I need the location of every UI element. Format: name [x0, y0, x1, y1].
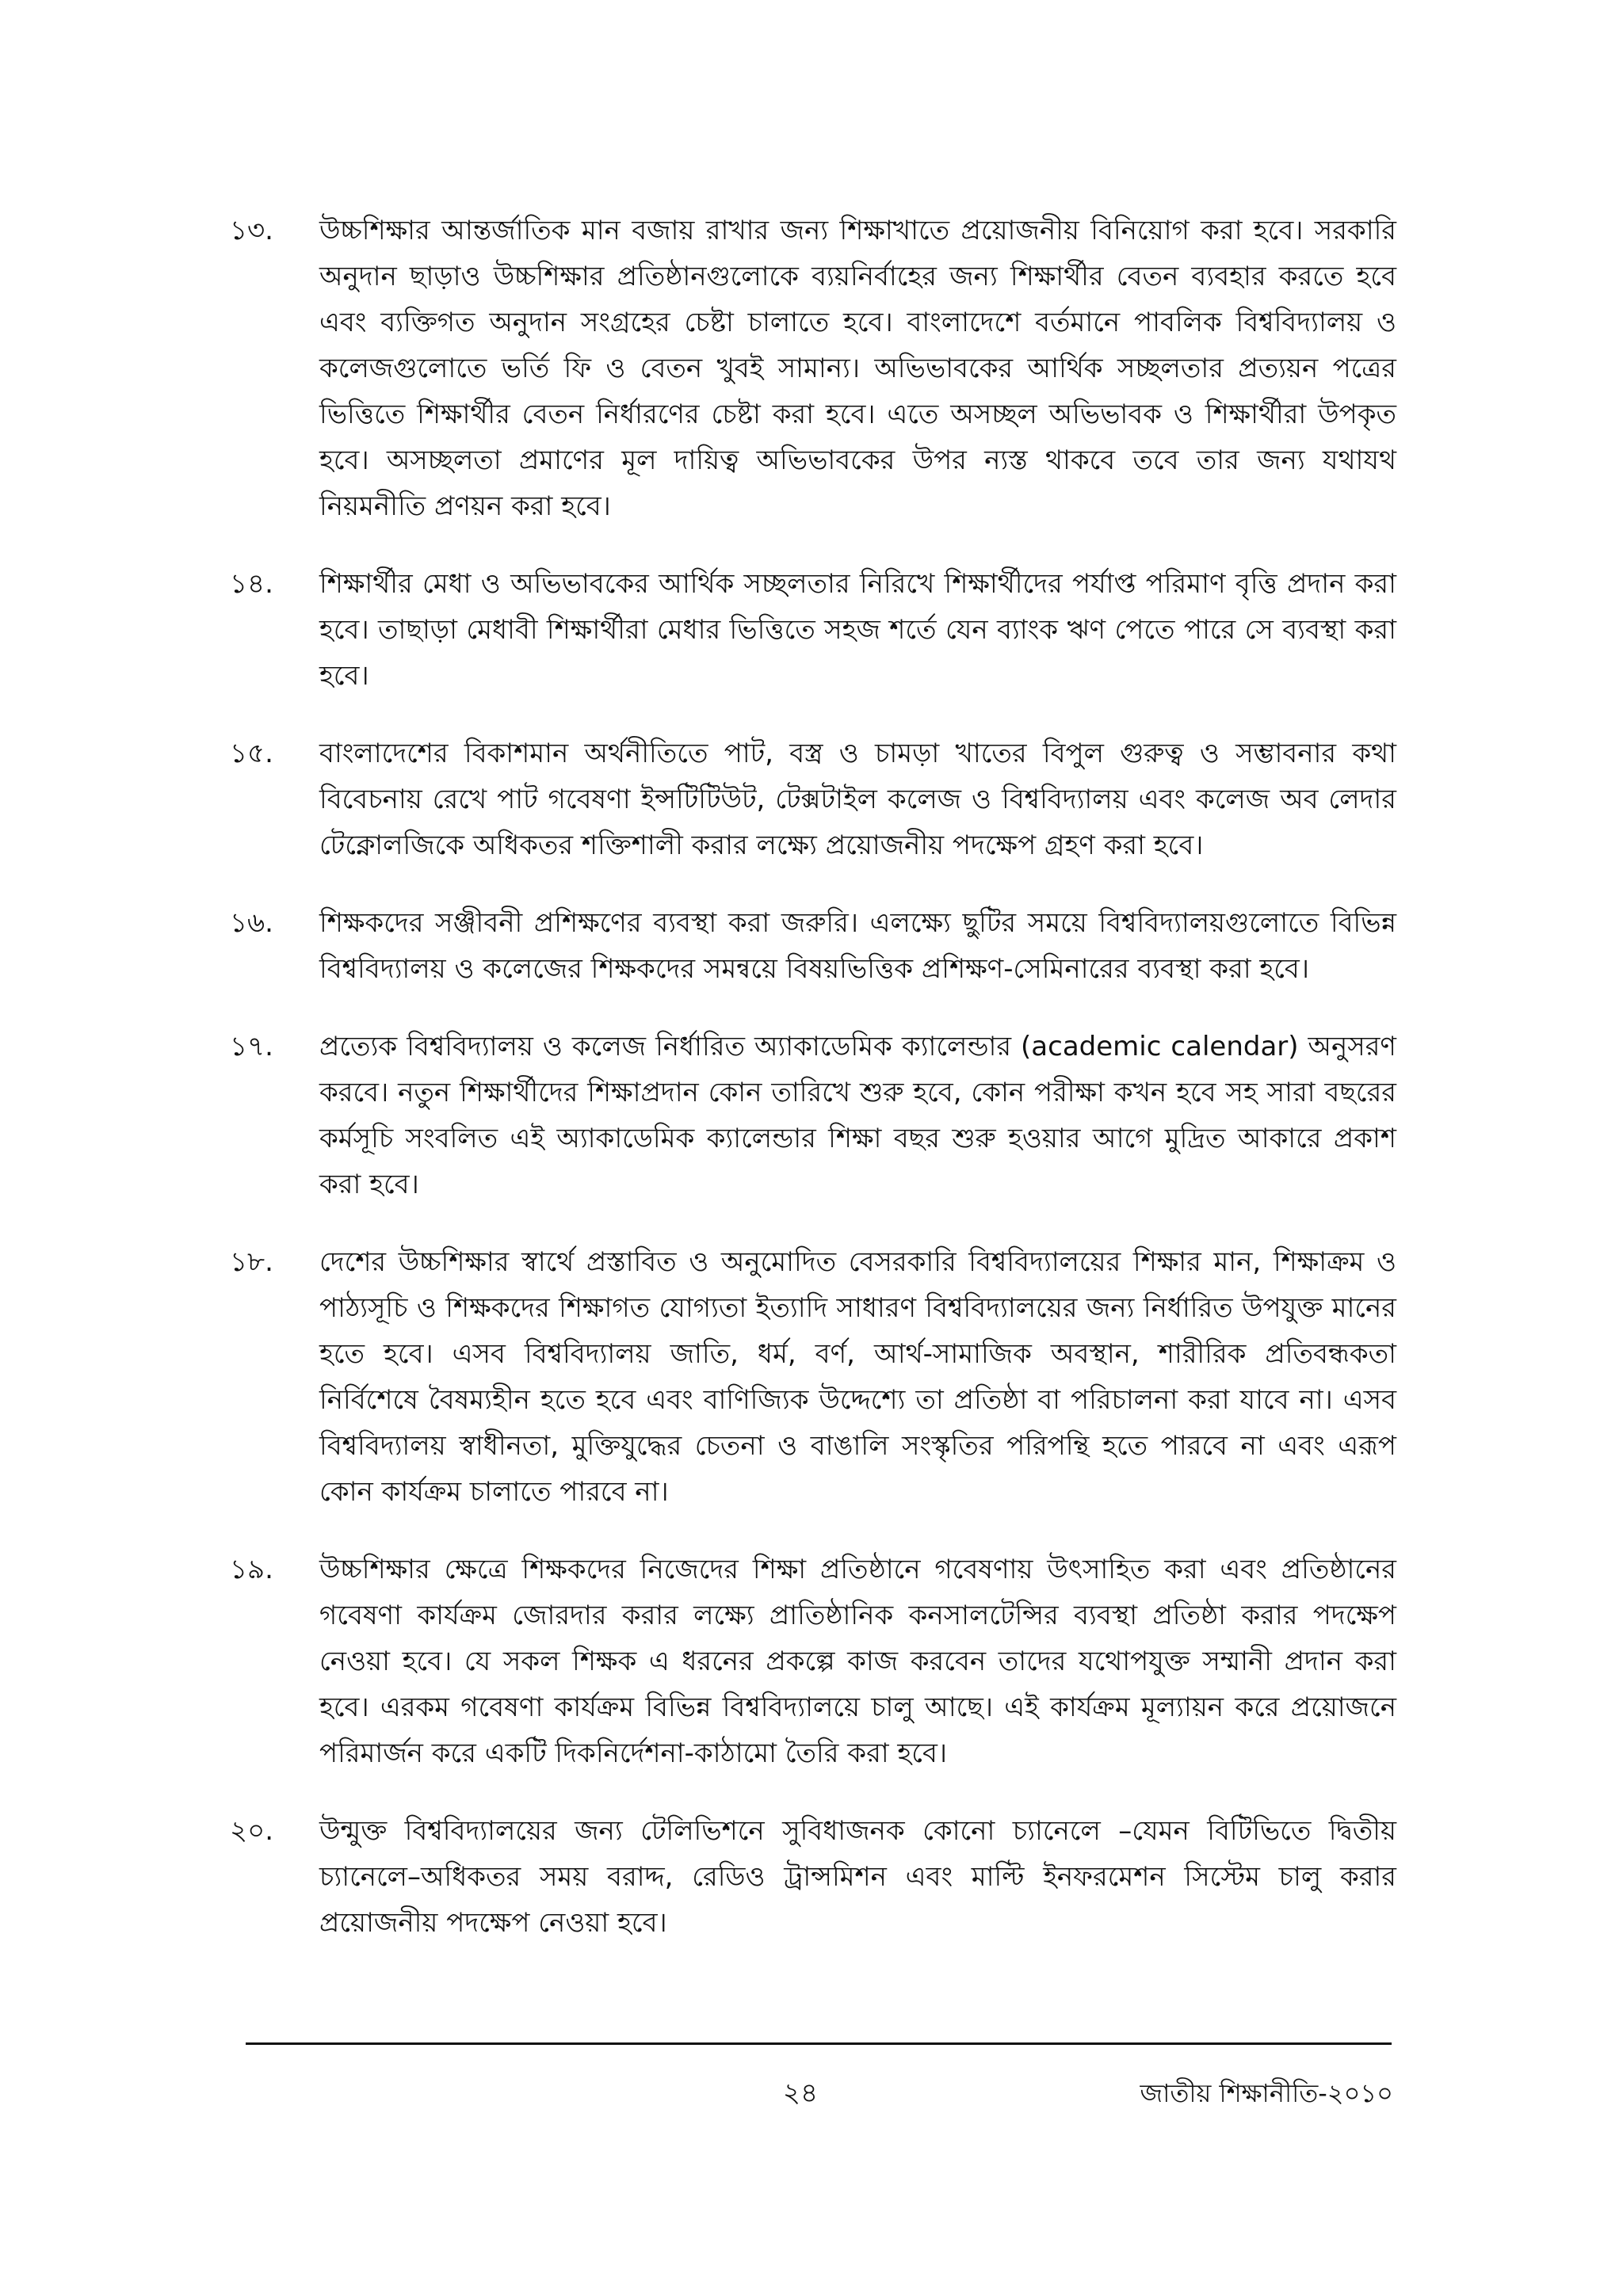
item-number: ১৯. — [230, 1554, 273, 1585]
list-item — [230, 1808, 1396, 1946]
item-number: ১৫. — [230, 738, 273, 769]
item-number: ১৭. — [230, 1031, 273, 1062]
item-number: ১৩. — [230, 215, 273, 246]
list-item — [230, 208, 1396, 529]
item-number: ১৪. — [230, 568, 273, 600]
list-item — [230, 1239, 1396, 1515]
page-number: ২৪ — [782, 2077, 819, 2109]
item-text: উচ্চশিক্ষার আন্তর্জাতিক মান বজায় রাখার জন্য শিক্ষাখাতে প্রয়োজনীয় বিনিয়োগ করা হবে। সরকারি অনুদান ছাড়াও উচ্চশিক্ষার প্রতিষ্ঠানগুলোকে ব্যয়নির্বাহের জন্য শিক্ষার্থীর বেতন ব্যবহার করতে হবে এবং ব্যক্তিগত অনুদান সংগ্রহের চেষ্টা চালাতে হবে। বাংলাদেশে বর্তমানে পাবলিক বিশ্ববিদ্যালয় ও কলেজগুলোতে ভর্তি ফি ও বেতন খুবই সামান্য। অভিভাবকের আর্থিক সচ্ছলতার প্রত্যয়ন পত্রের ভিত্তিতে শিক্ষার্থীর বেতন নির্ধারণের চেষ্টা করা হবে। এতে অসচ্ছল অভিভাবক ও শিক্ষার্থীরা উপকৃত হবে। অসচ্ছলতা প্রমাণের মূল দায়িত্ব অভিভাবকের উপর ন্যস্ত থাকবে তবে তার জন্য যথাযথ নিয়মনীতি প্রণয়ন করা হবে। — [319, 215, 1396, 522]
list-item — [230, 561, 1396, 699]
item-number: ১৬. — [230, 907, 273, 939]
list-item — [230, 1547, 1396, 1776]
item-text: শিক্ষার্থীর মেধা ও অভিভাবকের আর্থিক সচ্ছলতার নিরিখে শিক্ষার্থীদের পর্যাপ্ত পরিমাণ বৃত্তি প্রদান করা হবে। তাছাড়া মেধাবী শিক্ষার্থীরা মেধার ভিত্তিতে সহজ শর্তে যেন ব্যাংক ঋণ পেতে পারে সে ব্যবস্থা করা হবে। — [319, 568, 1396, 692]
item-text: শিক্ষকদের সঞ্জীবনী প্রশিক্ষণের ব্যবস্থা করা জরুরি। এলক্ষ্যে ছুটির সময়ে বিশ্ববিদ্যালয়গুলোতে বিভিন্ন বিশ্ববিদ্যালয় ও কলেজের শিক্ষকদের সমন্বয়ে বিষয়ভিত্তিক প্রশিক্ষণ-সেমিনারের ব্যবস্থা করা হবে। — [319, 907, 1396, 985]
item-number: ২০. — [230, 1815, 274, 1847]
item-text: উচ্চশিক্ষার ক্ষেত্রে শিক্ষকদের নিজেদের শিক্ষা প্রতিষ্ঠানে গবেষণায় উৎসাহিত করা এবং প্রতিষ্ঠানের গবেষণা কার্যক্রম জোরদার করার লক্ষ্যে প্রাতিষ্ঠানিক কনসালটেন্সির ব্যবস্থা প্রতিষ্ঠা করার পদক্ষেপ নেওয়া হবে। যে সকল শিক্ষক এ ধরনের প্রকল্পে কাজ করবেন তাদের যথোপযুক্ত সম্মানী প্রদান করা হবে। এরকম গবেষণা কার্যক্রম বিভিন্ন বিশ্ববিদ্যালয়ে চালু আছে। এই কার্যক্রম মূল্যায়ন করে প্রয়োজনে পরিমার্জন করে একটি দিকনির্দেশনা-কাঠামো তৈরি করা হবে। — [319, 1554, 1396, 1769]
item-text: উন্মুক্ত বিশ্ববিদ্যালয়ের জন্য টেলিভিশনে সুবিধাজনক কোনো চ্যানেলে –যেমন বিটিভিতে দ্বিতীয় চ্যানেলে–অধিকতর সময় বরাদ্দ, রেডিও ট্রান্সমিশন এবং মাল্টি ইনফরমেশন সিস্টেম চালু করার প্রয়োজনীয় পদক্ষেপ নেওয়া হবে। — [319, 1815, 1396, 1939]
running-footer-title: জাতীয় শিক্ষানীতি-২০১০ — [1140, 2078, 1393, 2108]
item-number: ১৮. — [230, 1246, 273, 1278]
numbered-paragraph-list — [230, 208, 1396, 1978]
list-item — [230, 1024, 1396, 1207]
list-item — [230, 730, 1396, 868]
item-text: প্রত্যেক বিশ্ববিদ্যালয় ও কলেজ নির্ধারিত অ্যাকাডেমিক ক্যালেন্ডার (academic calendar) অনুসরণ করবে। নতুন শিক্ষার্থীদের শিক্ষাপ্রদান কোন তারিখে শুরু হবে, কোন পরীক্ষা কখন হবে সহ সারা বছরের কর্মসূচি সংবলিত এই অ্যাকাডেমিক ক্যালেন্ডার শিক্ষা বছর শুরু হওয়ার আগে মুদ্রিত আকারে প্রকাশ করা হবে। — [319, 1031, 1396, 1200]
item-text: দেশের উচ্চশিক্ষার স্বার্থে প্রস্তাবিত ও অনুমোদিত বেসরকারি বিশ্ববিদ্যালয়ের শিক্ষার মান, শিক্ষাক্রম ও পাঠ্যসূচি ও শিক্ষকদের শিক্ষাগত যোগ্যতা ইত্যাদি সাধারণ বিশ্ববিদ্যালয়ের জন্য নির্ধারিত উপযুক্ত মানের হতে হবে। এসব বিশ্ববিদ্যালয় জাতি, ধর্ম, বর্ণ, আর্থ-সামাজিক অবস্থান, শারীরিক প্রতিবন্ধকতা নির্বিশেষে বৈষম্যহীন হতে হবে এবং বাণিজ্যিক উদ্দেশ্যে তা প্রতিষ্ঠা বা পরিচালনা করা যাবে না। এসব বিশ্ববিদ্যালয় স্বাধীনতা, মুক্তিযুদ্ধের চেতনা ও বাঙালি সংস্কৃতির পরিপন্থি হতে পারবে না এবং এরূপ কোন কার্যক্রম চালাতে পারবে না। — [319, 1246, 1396, 1508]
list-item — [230, 900, 1396, 992]
item-text: বাংলাদেশের বিকাশমান অর্থনীতিতে পাট, বস্ত্র ও চামড়া খাতের বিপুল গুরুত্ব ও সম্ভাবনার কথা বিবেচনায় রেখে পাট গবেষণা ইন্সটিটিউট, টেক্সটাইল কলেজ ও বিশ্ববিদ্যালয় এবং কলেজ অব লেদার টেক্নোলজিকে অধিকতর শক্তিশালী করার লক্ষ্যে প্রয়োজনীয় পদক্ষেপ গ্রহণ করা হবে। — [319, 738, 1396, 861]
footer-divider — [246, 2042, 1392, 2045]
